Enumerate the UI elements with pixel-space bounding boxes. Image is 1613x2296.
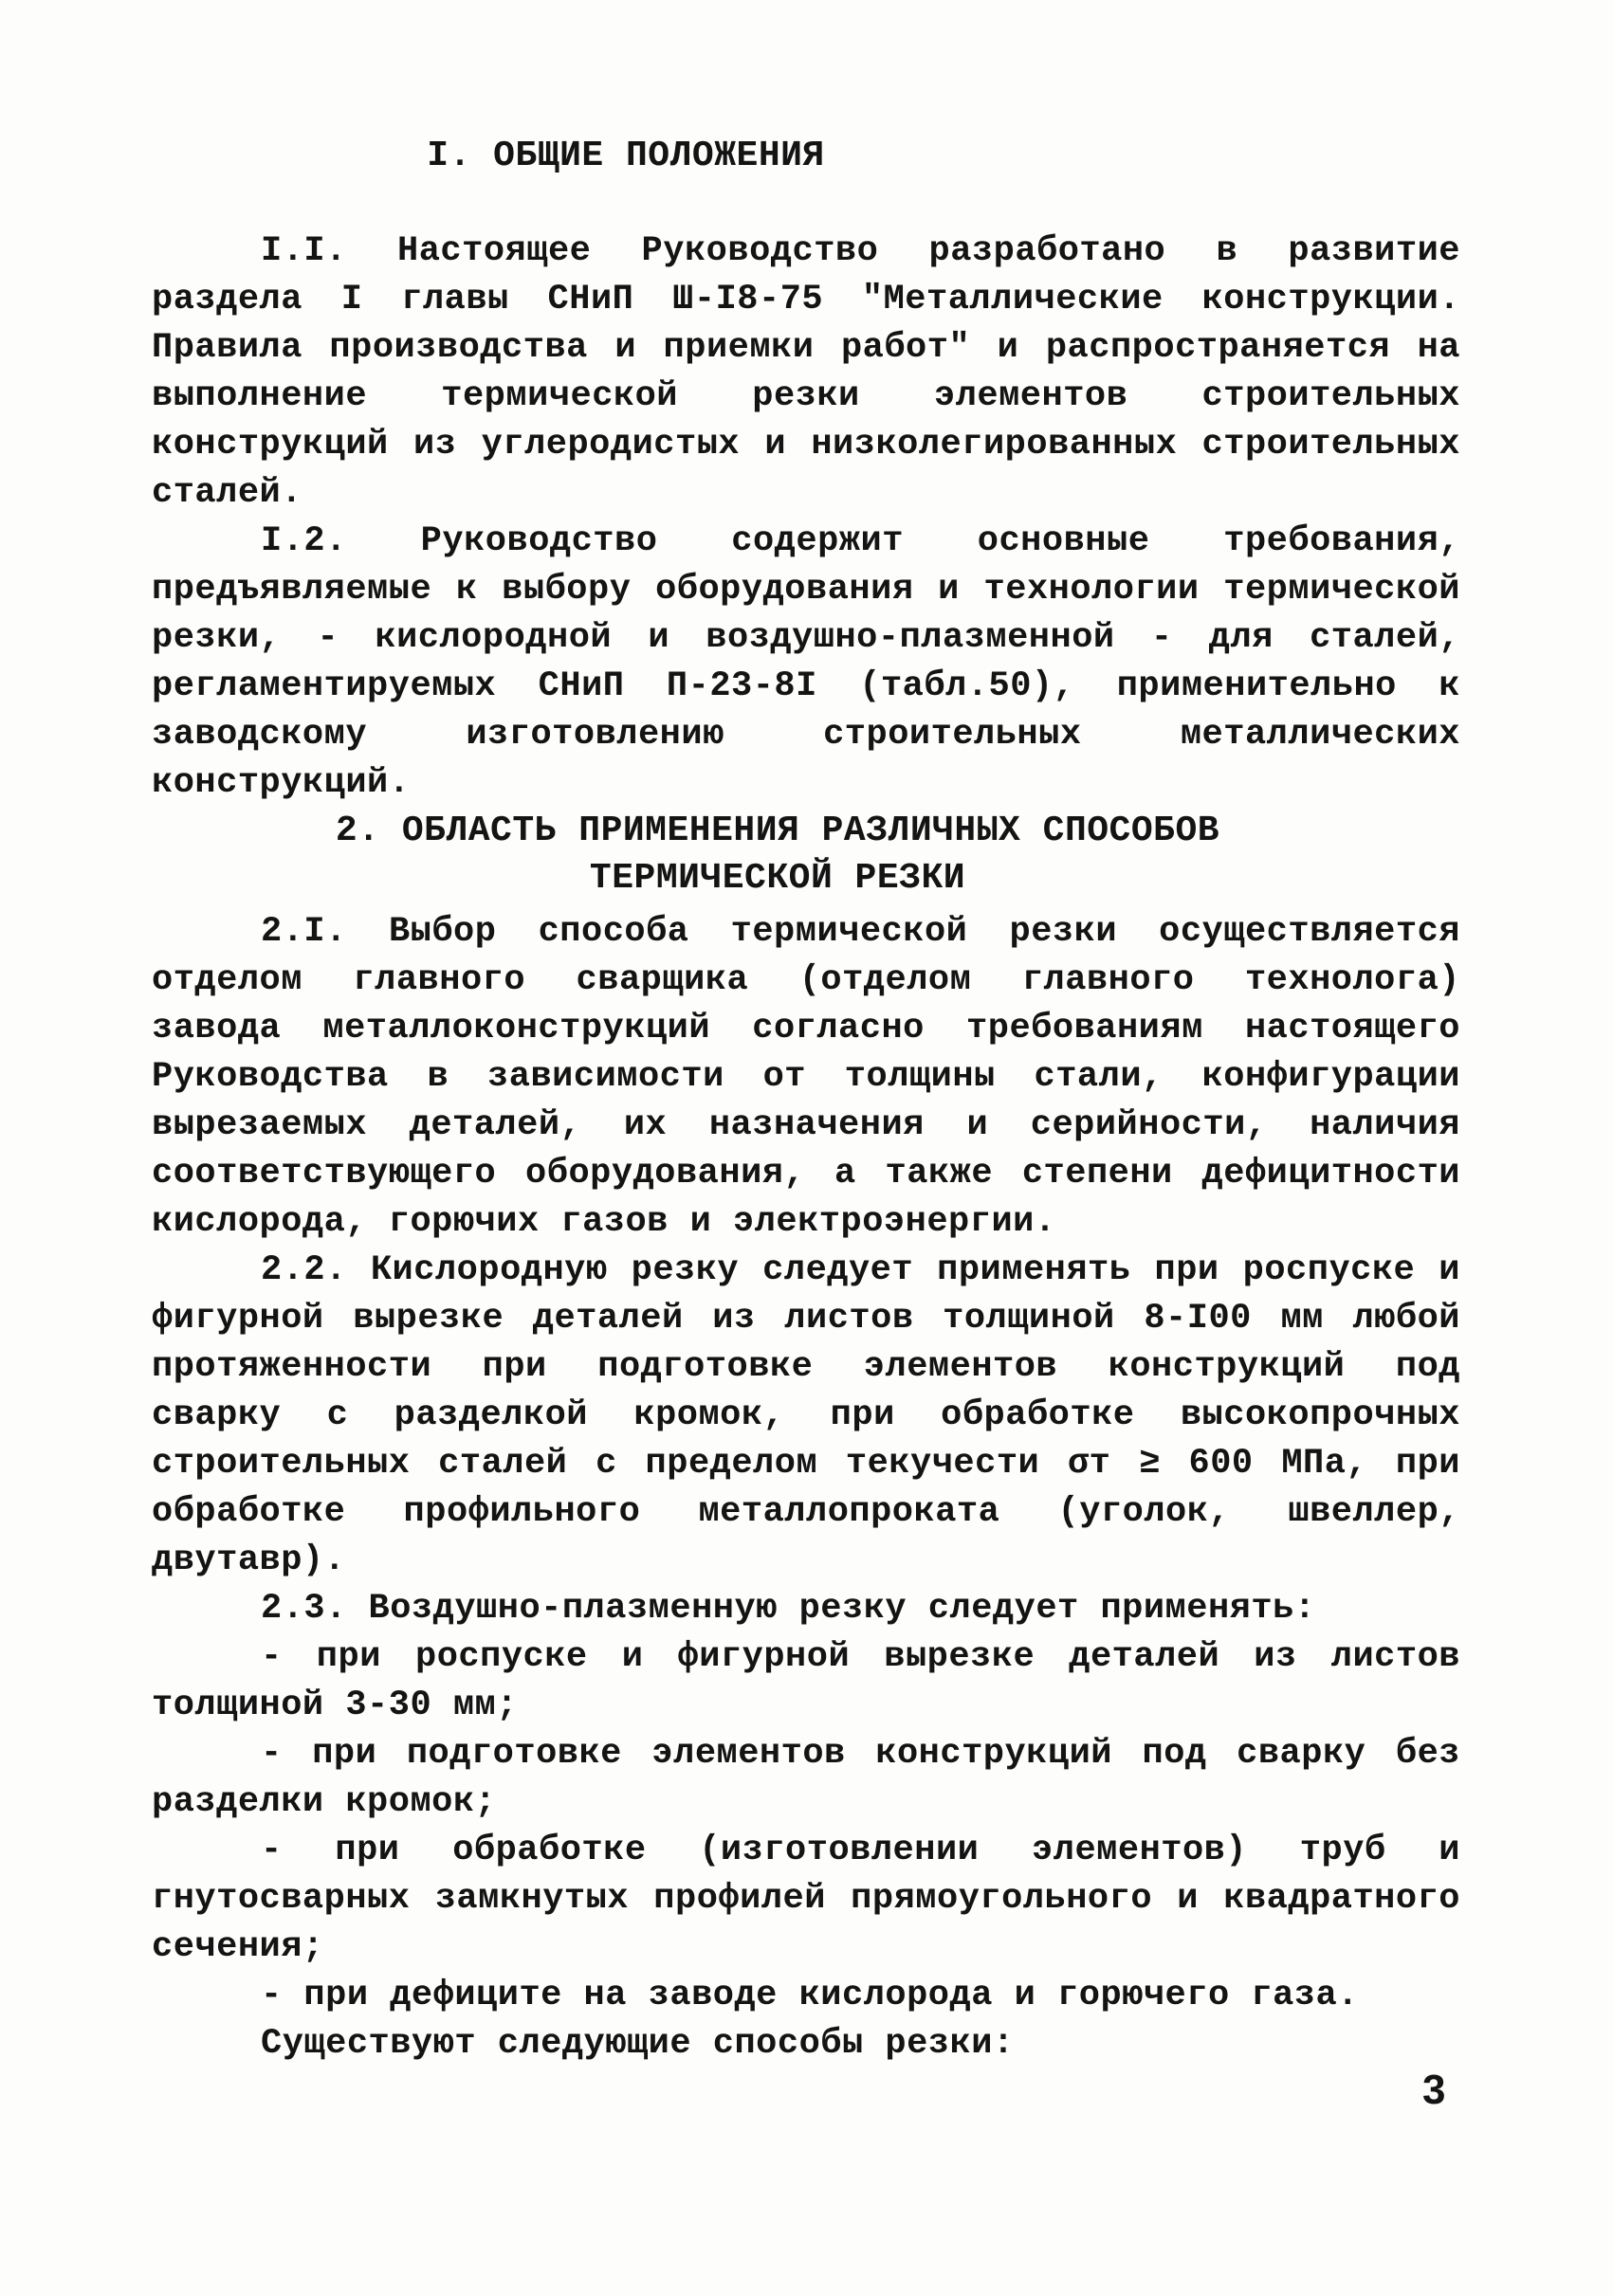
section-1-body bbox=[152, 228, 1460, 808]
list-item: - при подготовке элементов конструкций под сварку без разделки кромок; bbox=[152, 1734, 1460, 1822]
paragraph-1-1: I.I. Настоящее Руководство разработано в развитие раздела I главы СНиП Ш-I8-75 "Металлические конструкции. Правила производства и приемки работ" и распространяется на выполнение термической резки элементов строительных конструкций из углеродистых и низколегированных строительных сталей. bbox=[152, 231, 1460, 513]
section-1-title: I. ОБЩИЕ ПОЛОЖЕНИЯ bbox=[427, 136, 825, 176]
paragraph-2-1: 2.I. Выбор способа термической резки осуществляется отделом главного сварщика (отделом главного технолога) завода металлоконструкций согласно требованиям настоящего Руководства в зависимости от толщины стали, конфигурации вырезаемых деталей, их назначения и серийности, наличия соответствующего оборудования, а также степени дефицитности кислорода, горючих газов и электроэнергии. bbox=[152, 912, 1460, 1242]
paragraph-2-2: 2.2. Кислородную резку следует применять при роспуске и фигурной вырезке деталей из листов толщиной 8-I00 мм любой протяженности при подготовке элементов конструкций под сварку с разделкой кромок, при обработке высокопрочных строительных сталей с пределом текучести σт ≥ 600 МПа, при обработке профильного металлопроката (уголок, швеллер, двутавр). bbox=[152, 1250, 1460, 1580]
paragraph-2-3-intro: 2.3. Воздушно-плазменную резку следует применять: bbox=[261, 1589, 1316, 1629]
section-2-title-line-1: 2. ОБЛАСТЬ ПРИМЕНЕНИЯ РАЗЛИЧНЫХ СПОСОБОВ bbox=[335, 811, 1220, 851]
list-item: - при обработке (изготовлении элементов) труб и гнутосварных замкнутых профилей прямоугольного и квадратного сечения; bbox=[152, 1831, 1460, 1967]
page-number: 3 bbox=[1422, 2067, 1446, 2113]
list-item: - при дефиците на заводе кислорода и горючего газа. bbox=[261, 1976, 1359, 2015]
paragraph-1-2: I.2. Руководство содержит основные требования, предъявляемые к выбору оборудования и технологии термической резки, - кислородной и воздушно-плазменной - для сталей, регламентируемых СНиП П-23-8I (табл.50), применительно к заводскому изготовлению строительных металлических конструкций. bbox=[152, 521, 1460, 803]
section-2-title bbox=[209, 808, 1347, 902]
list-item: - при роспуске и фигурной вырезке деталей из листов толщиной 3-30 мм; bbox=[152, 1637, 1460, 1725]
section-2-body bbox=[152, 908, 1460, 2068]
section-2-title-line-2: ТЕРМИЧЕСКОЙ РЕЗКИ bbox=[589, 858, 966, 899]
closing-line: Существуют следующие способы резки: bbox=[261, 2024, 1015, 2064]
